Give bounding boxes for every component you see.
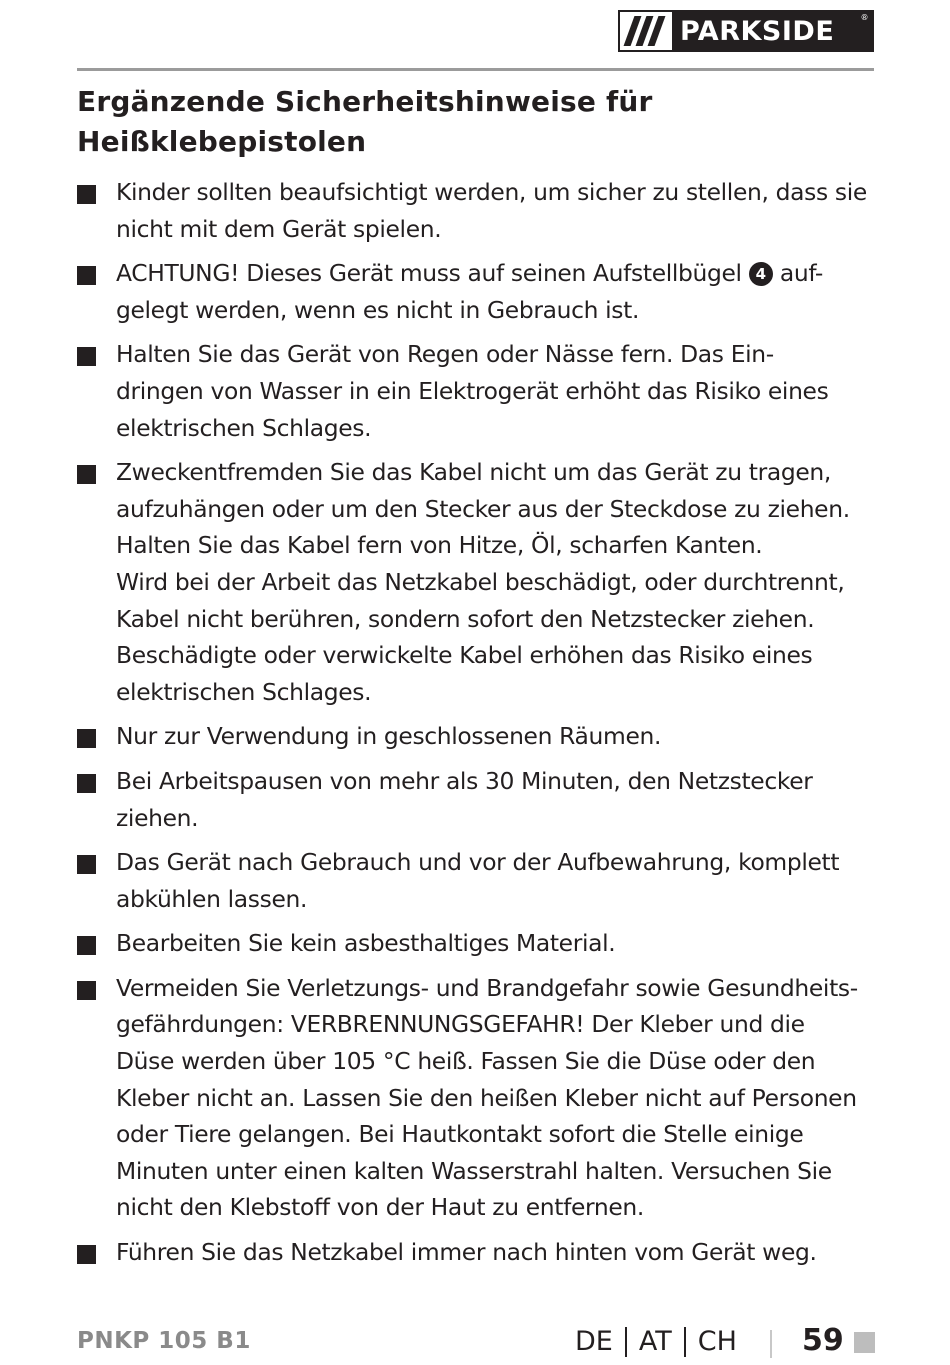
item-line: nicht mit dem Gerät spielen.	[116, 214, 442, 243]
list-item	[77, 925, 877, 962]
bullet-square	[77, 774, 96, 793]
item-line: Beschädigte oder verwickelte Kabel erhöhen das Risiko eines	[116, 641, 813, 670]
page-marker-square	[854, 1332, 875, 1353]
page-footer	[77, 1322, 875, 1362]
item-line: ACHTUNG! Dieses Gerät muss auf seinen Aufstellbügel 4 auf-	[116, 259, 824, 288]
list-item	[77, 970, 877, 1226]
list-item	[77, 718, 877, 755]
list-item	[77, 255, 877, 328]
list-item	[77, 454, 877, 710]
bullet-square	[77, 936, 96, 955]
parkside-logo	[618, 10, 874, 52]
list-item	[77, 336, 877, 446]
section-title: Ergänzende Sicherheitshinweise für Heißklebepistolen	[77, 85, 653, 158]
item-line: gefährdungen: VERBRENNUNGSGEFAHR! Der Kleber und die	[116, 1010, 805, 1039]
item-line: nicht den Klebstoff von der Haut zu entfernen.	[116, 1193, 644, 1222]
item-line: Kinder sollten beaufsichtigt werden, um sicher zu stellen, dass sie	[116, 178, 867, 206]
bullet-square	[77, 855, 96, 874]
logo-stripes	[620, 12, 672, 50]
item-line: Nur zur Verwendung in geschlossenen Räumen.	[116, 722, 662, 751]
language-ch: CH	[697, 1326, 737, 1357]
language-de: DE	[575, 1326, 613, 1357]
item-line: Halten Sie das Kabel fern von Hitze, Öl, scharfen Kanten.	[116, 531, 763, 560]
item-line: Halten Sie das Gerät von Regen oder Nässe fern. Das Ein-	[116, 340, 774, 369]
header-rule	[77, 68, 874, 71]
item-line: gelegt werden, wenn es nicht in Gebrauch ist.	[116, 295, 640, 324]
item-line: aufzuhängen oder um den Stecker aus der Steckdose zu ziehen.	[116, 494, 850, 523]
page-number: 59	[802, 1323, 844, 1358]
item-line: dringen von Wasser in ein Elektrogerät erhöht das Risiko eines	[116, 376, 829, 405]
item-line: Bearbeiten Sie kein asbesthaltiges Material.	[116, 929, 616, 958]
language-divider	[684, 1327, 686, 1357]
footer-divider	[770, 1330, 772, 1358]
item-line: Zweckentfremden Sie das Kabel nicht um das Gerät zu tragen,	[116, 458, 831, 487]
item-line: abkühlen lassen.	[116, 884, 308, 913]
list-item	[77, 1234, 877, 1271]
bullet-square	[77, 185, 96, 204]
model-number: PNKP 105 B1	[77, 1328, 251, 1354]
item-line: Kabel nicht berühren, sondern sofort den Netzstecker ziehen.	[116, 604, 815, 633]
item-line: elektrischen Schlages.	[116, 413, 372, 442]
item-line: Vermeiden Sie Verletzungs- und Brandgefahr sowie Gesundheits-	[116, 973, 858, 1002]
item-line: Düse werden über 105 °C heiß. Fassen Sie die Düse oder den	[116, 1047, 816, 1076]
list-item	[77, 844, 877, 917]
item-line: Bei Arbeitspausen von mehr als 30 Minuten, den Netzstecker	[116, 766, 813, 795]
item-line: oder Tiere gelangen. Bei Hautkontakt sofort die Stelle einige	[116, 1120, 804, 1149]
logo-wordmark: PARKSIDE ®	[672, 12, 872, 50]
registered-mark: ®	[860, 13, 869, 22]
item-line: Führen Sie das Netzkabel immer nach hinten vom Gerät weg.	[116, 1238, 817, 1267]
safety-list	[77, 174, 877, 1279]
item-line: Kleber nicht an. Lassen Sie den heißen Kleber nicht auf Personen	[116, 1083, 857, 1112]
bullet-square	[77, 981, 96, 1000]
bullet-square	[77, 465, 96, 484]
bullet-square	[77, 347, 96, 366]
language-divider	[625, 1327, 627, 1357]
bullet-square	[77, 1245, 96, 1264]
item-line: ziehen.	[116, 803, 199, 832]
reference-number-badge: 4	[749, 262, 773, 286]
list-item	[77, 763, 877, 836]
item-line: elektrischen Schlages.	[116, 677, 372, 706]
item-line: Das Gerät nach Gebrauch und vor der Aufbewahrung, komplett	[116, 848, 840, 877]
item-line: Wird bei der Arbeit das Netzkabel beschädigt, oder durchtrennt,	[116, 567, 845, 596]
bullet-square	[77, 266, 96, 285]
item-line: Minuten unter einen kalten Wasserstrahl halten. Versuchen Sie	[116, 1156, 832, 1185]
language-at: AT	[638, 1326, 672, 1357]
language-codes	[575, 1326, 737, 1357]
list-item	[77, 174, 877, 247]
bullet-square	[77, 729, 96, 748]
